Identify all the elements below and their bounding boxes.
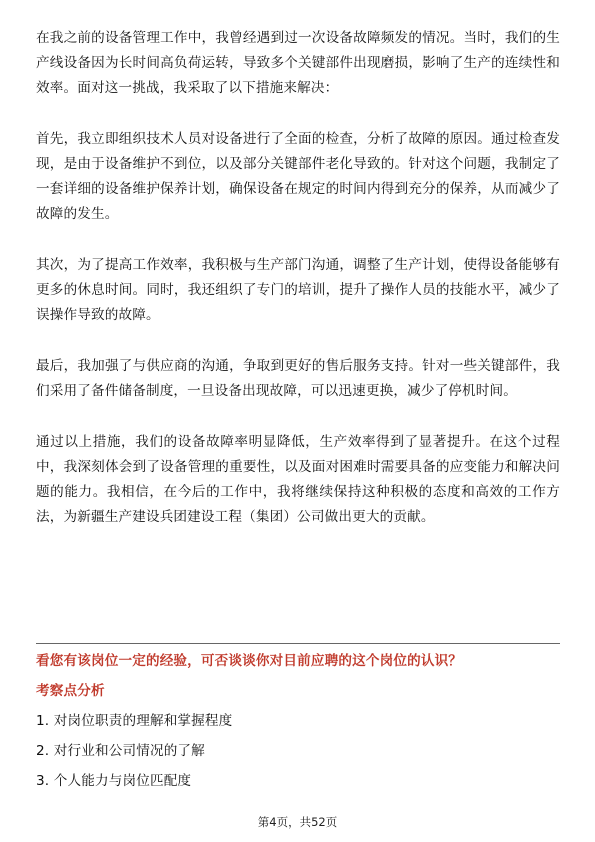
analysis-point: 1. 对岗位职责的理解和掌握程度 [36, 713, 233, 729]
paragraph-first-measure: 首先，我立即组织技术人员对设备进行了全面的检查，分析了故障的原因。通过检查发现，是由于设备维护不到位，以及部分关键部件老化导致的。针对这个问题，我制定了一套详细的设备维护保养计划，确保设备在规定的时间内得到充分的保养，从而减少了故障的发生。 [36, 131, 560, 222]
page-number: 第4页，共52页 [257, 815, 338, 829]
paragraph-intro: 在我之前的设备管理工作中，我曾经遇到过一次设备故障频发的情况。当时，我们的生产线设备因为长时间高负荷运转，导致多个关键部件出现磨损，影响了生产的连续性和效率。面对这一挑战，我采取了以下措施来解决： [36, 30, 560, 96]
paragraph-conclusion: 通过以上措施，我们的设备故障率明显降低，生产效率得到了显著提升。在这个过程中，我深刻体会到了设备管理的重要性，以及面对困难时需要具备的应变能力和解决问题的能力。我相信，在今后的工作中，我将继续保持这种积极的态度和高效的工作方法，为新疆生产建设兵团建设工程（集团）公司做出更大的贡献。 [36, 434, 560, 525]
interview-question: 看您有该岗位一定的经验，可否谈谈你对目前应聘的这个岗位的认识？ [36, 653, 463, 669]
paragraph-second-measure: 其次，为了提高工作效率，我积极与生产部门沟通，调整了生产计划，使得设备能够有更多的休息时间。同时，我还组织了专门的培训，提升了操作人员的技能水平，减少了误操作导致的故障。 [36, 257, 560, 323]
analysis-points-list [36, 706, 232, 796]
paragraph-final-measure: 最后，我加强了与供应商的沟通，争取到更好的售后服务支持。针对一些关键部件，我们采用了备件储备制度，一旦设备出现故障，可以迅速更换，减少了停机时间。 [36, 358, 560, 399]
analysis-title: 考察点分析 [36, 683, 105, 699]
analysis-point: 3. 个人能力与岗位匹配度 [36, 773, 192, 789]
answer-body [36, 26, 560, 530]
analysis-point: 2. 对行业和公司情况的了解 [36, 743, 205, 759]
section-divider [36, 643, 560, 644]
